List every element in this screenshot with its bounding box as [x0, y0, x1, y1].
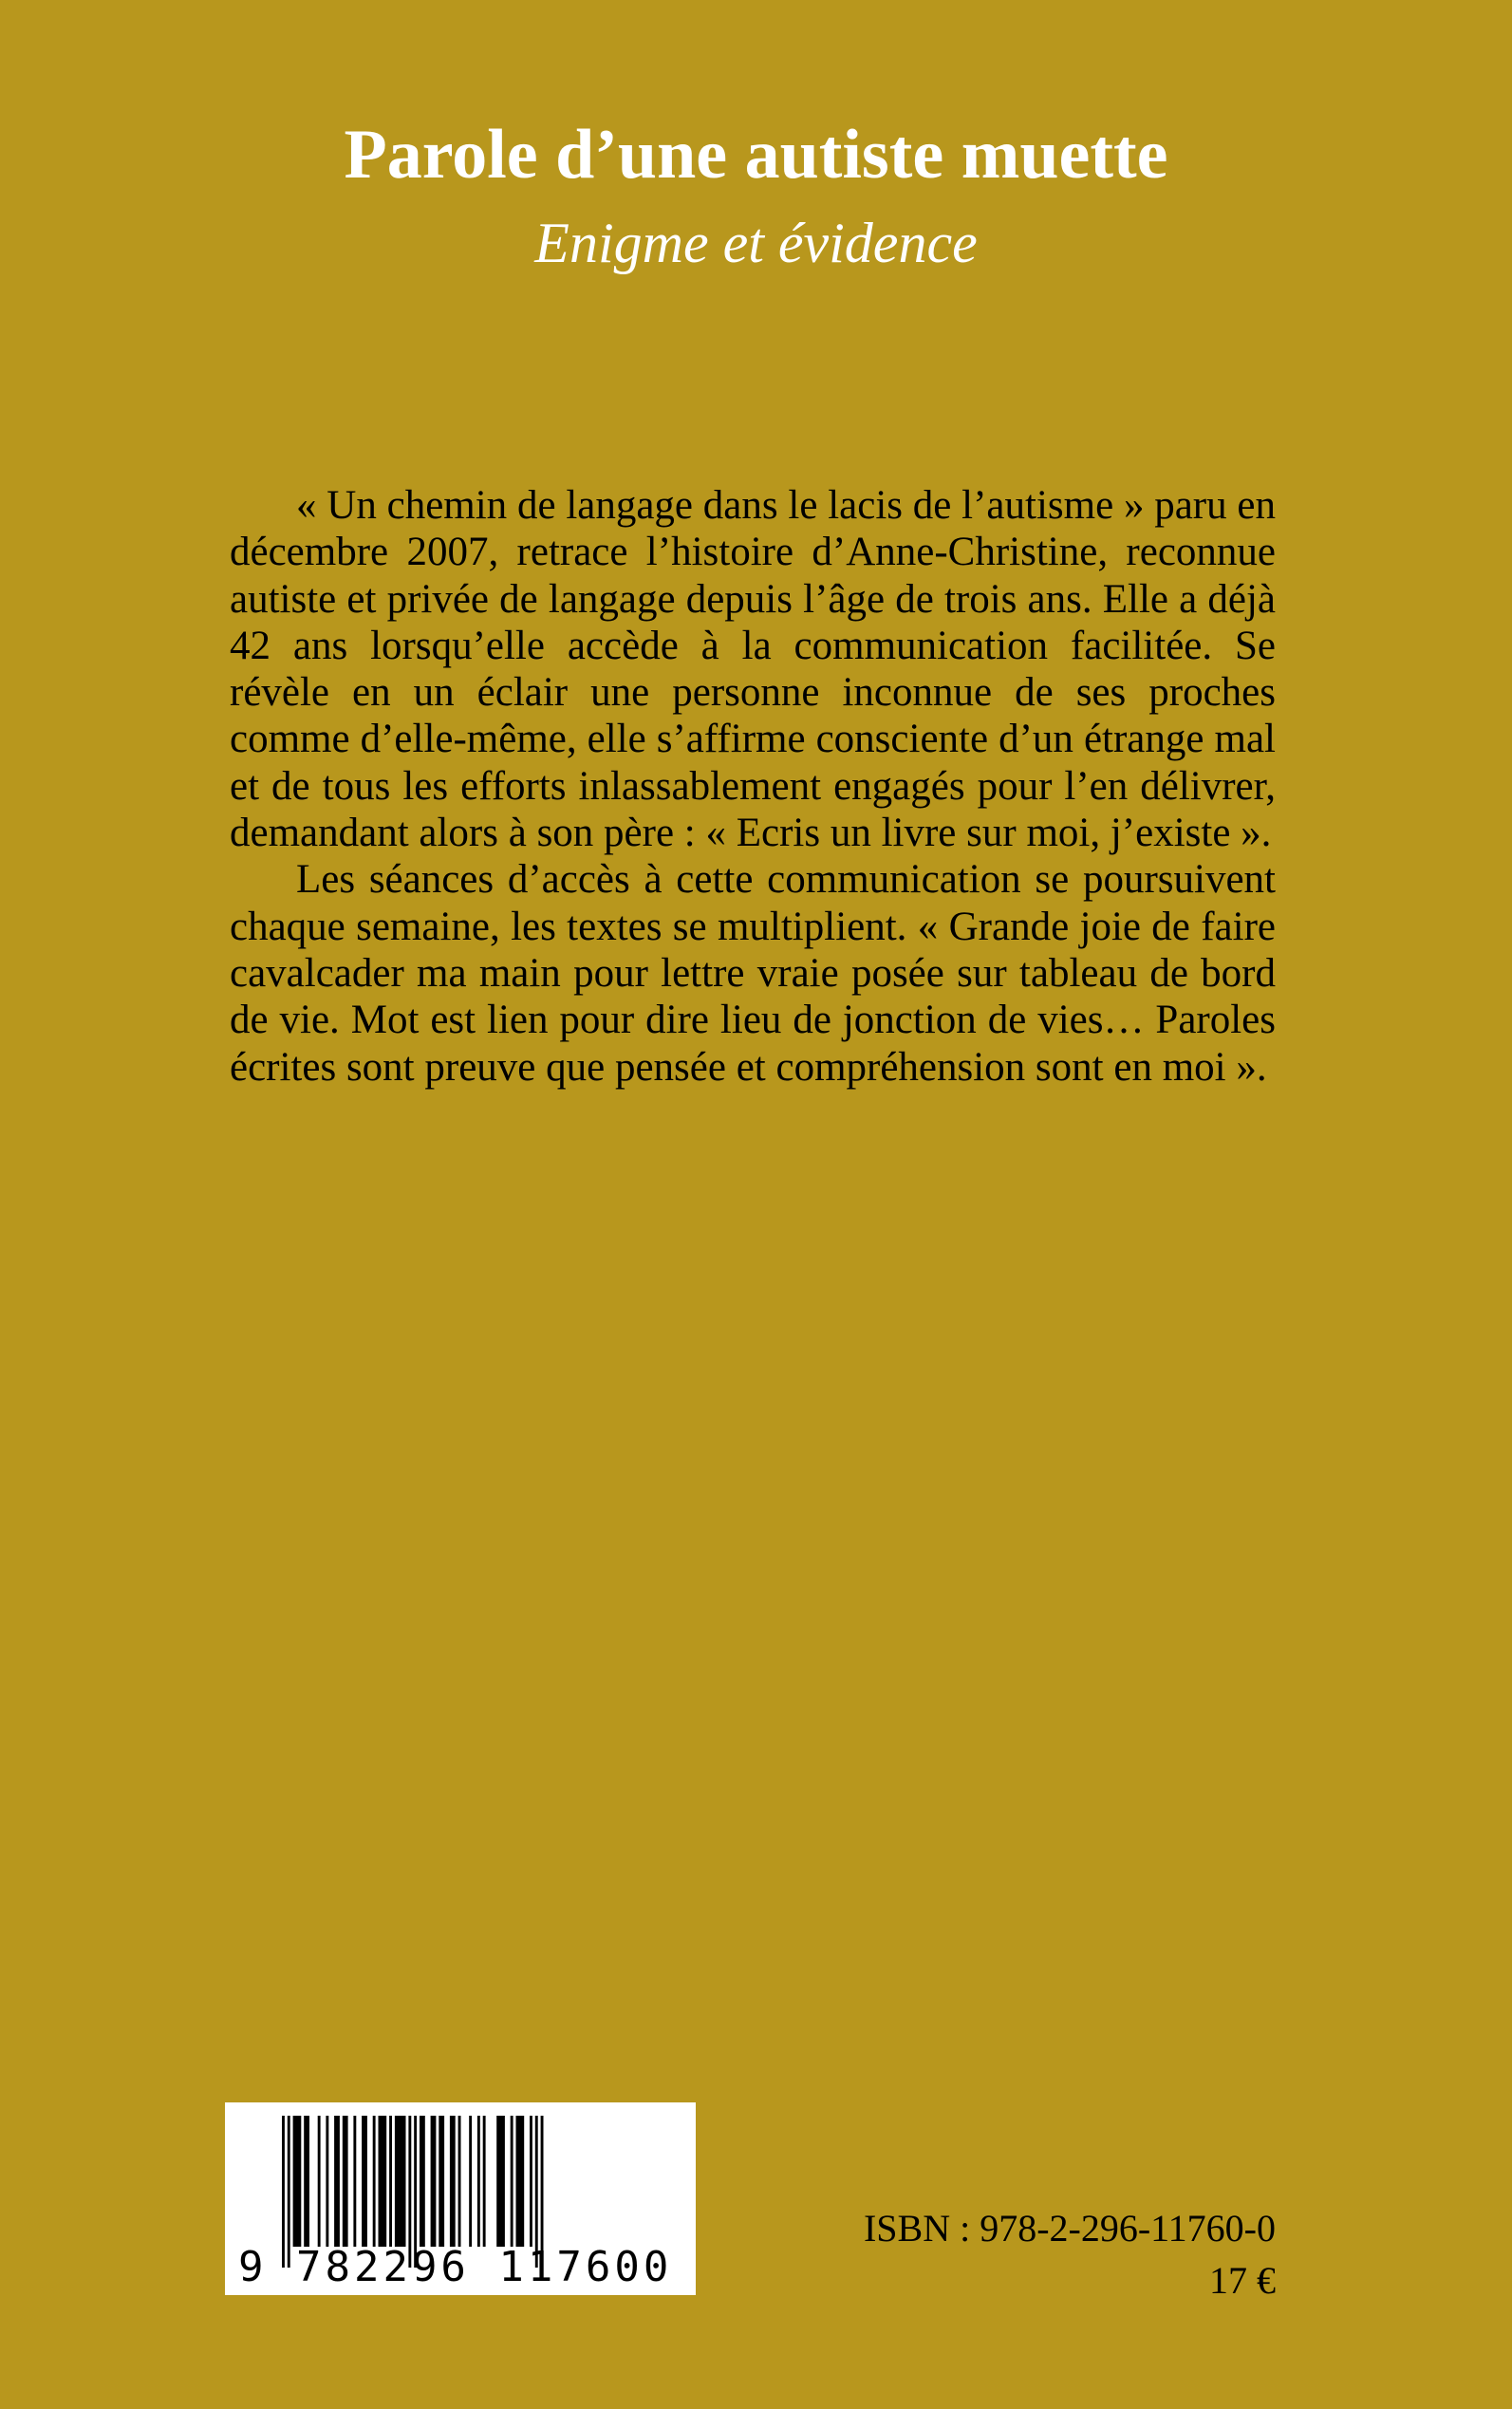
barcode-bar [458, 2116, 461, 2247]
isbn-barcode [225, 2102, 696, 2295]
price-text: 17 € [1209, 2259, 1276, 2302]
blurb-paragraph-2: Les séances d’accès à cette communication se poursuivent chaque semaine, les textes se multiplient. « Grande joie de faire cavalcader ma main pour lettre vraie posée sur tableau de bord de vie. Mot est lien pour dire lieu de jonction de vies… Paroles écrites sont preuve que pensée et compréhension sont en moi ». [230, 857, 1276, 1090]
barcode-bar [483, 2116, 486, 2247]
barcode-bar [395, 2116, 406, 2247]
barcode-bar [469, 2116, 472, 2247]
barcode-bar [450, 2116, 456, 2247]
barcode-bar [379, 2116, 387, 2247]
barcode-bar [293, 2116, 302, 2247]
barcode-bar [318, 2116, 321, 2247]
barcode-bar [373, 2116, 376, 2247]
barcode-bar [496, 2116, 505, 2247]
barcode-bar [353, 2116, 356, 2247]
book-subtitle: Enigme et évidence [534, 212, 978, 274]
barcode-bar [334, 2116, 340, 2247]
book-title: Parole d’une autiste muette [344, 116, 1168, 194]
isbn-text: ISBN : 978-2-296-11760-0 [863, 2207, 1276, 2250]
barcode-bar [304, 2116, 309, 2247]
barcode-bar [511, 2116, 513, 2247]
barcode-bar [530, 2116, 532, 2247]
barcode-bar [389, 2116, 392, 2247]
barcode-bar [477, 2116, 480, 2247]
barcode-bar [420, 2116, 425, 2247]
barcode-bar [439, 2116, 444, 2247]
barcode-bar [326, 2116, 328, 2247]
blurb-paragraph-1: « Un chemin de langage dans le lacis de l’autisme » paru en décembre 2007, retrace l’histoire d’Anne-Christine, reconnue autiste et privée de langage depuis l’âge de trois ans. Elle a déjà 42 ans lorsqu’elle accède à la communication facilitée. Se révèle en un éclair une personne inconnue de ses proches comme d’elle-même, elle s’affirme consciente d’un étrange mal et de tous les efforts inlassablement engagés pour l’en délivrer, demandant alors à son père : « Ecris un livre sur moi, j’existe ». [230, 483, 1276, 856]
barcode-bar [431, 2116, 437, 2247]
back-cover-blurb [230, 482, 1276, 1091]
barcode-bar [362, 2116, 367, 2247]
barcode-bar [516, 2116, 525, 2247]
barcode-bar [343, 2116, 348, 2247]
barcode-digits: 9 782296 117600 [238, 2243, 673, 2291]
